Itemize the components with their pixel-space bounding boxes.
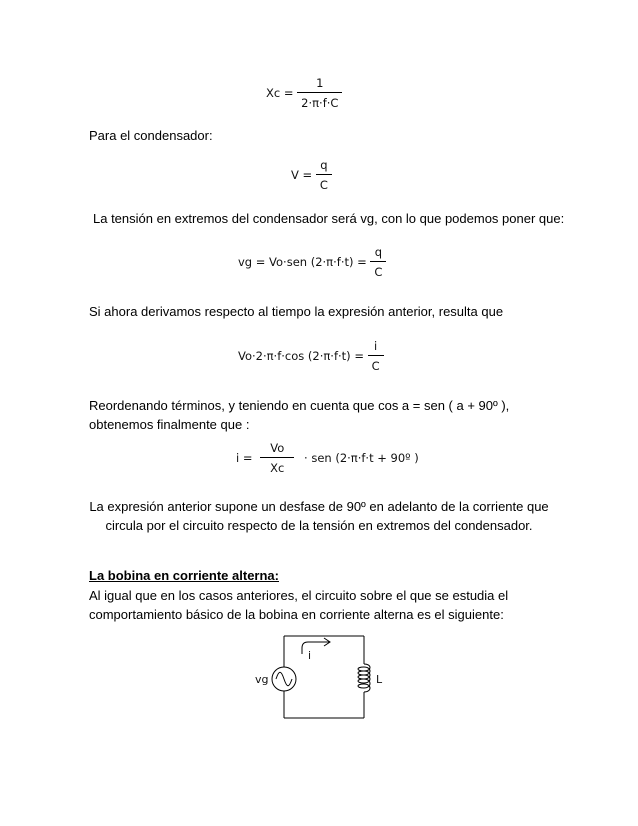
- eq-i-lhs: i =: [236, 451, 253, 465]
- equation-xc: [266, 76, 342, 110]
- equation-vg: [238, 245, 386, 279]
- eq-v-numerator: q: [320, 158, 328, 172]
- current-arrow-icon: [302, 642, 330, 654]
- sine-wave-icon: [276, 672, 292, 686]
- paragraph-reordenando: [89, 396, 509, 434]
- paragraph-al-igual: [89, 586, 508, 624]
- rl-circuit-diagram: [250, 632, 410, 722]
- eq-deriv-fraction: [368, 339, 384, 373]
- paragraph-derivamos: Si ahora derivamos respecto al tiempo la expresión anterior, resulta que: [89, 304, 504, 319]
- eq-xc-numerator: 1: [316, 76, 324, 90]
- eq-vg-fraction: [370, 245, 386, 279]
- paragraph-desfase: [89, 497, 549, 535]
- eq-i-rhs: · sen (2·π·f·t + 90º ): [304, 451, 419, 465]
- eq-deriv-numerator: i: [374, 339, 378, 353]
- equation-v: [291, 158, 332, 192]
- section-heading-bobina: La bobina en corriente alterna:: [89, 568, 279, 583]
- eq-xc-fraction: [297, 76, 342, 110]
- eq-xc-denominator: 2·π·f·C: [297, 92, 342, 110]
- eq-v-denominator: C: [316, 174, 332, 192]
- eq-vg-lhs: vg = Vo·sen (2·π·f·t) =: [238, 255, 367, 269]
- paragraph-para-el-condensador: Para el condensador:: [89, 128, 213, 143]
- eq-i-denominator: Xc: [260, 457, 294, 475]
- eq-i-fraction: [260, 441, 294, 475]
- paragraph-al-igual-line1: Al igual que en los casos anteriores, el circuito sobre el que se estudia el: [89, 588, 509, 603]
- eq-xc-lhs: Xc =: [266, 86, 294, 100]
- eq-i-numerator: Vo: [270, 441, 285, 455]
- paragraph-tension-extremos: La tensión en extremos del condensador será vg, con lo que podemos poner que:: [93, 211, 565, 226]
- current-label: i: [308, 649, 312, 662]
- eq-deriv-denominator: C: [368, 355, 384, 373]
- eq-vg-denominator: C: [370, 261, 386, 279]
- inductor-label: L: [376, 673, 383, 686]
- paragraph-reordenando-line1: Reordenando términos, y teniendo en cuenta que cos a = sen ( a + 90º ),: [89, 398, 510, 413]
- equation-i: [236, 441, 419, 475]
- eq-v-lhs: V =: [291, 168, 313, 182]
- source-label: vg: [255, 673, 269, 686]
- eq-v-fraction: [316, 158, 332, 192]
- paragraph-al-igual-line2: comportamiento básico de la bobina en corriente alterna es el siguiente:: [89, 607, 504, 622]
- inductor-coil-symbol: [358, 664, 370, 692]
- eq-vg-numerator: q: [374, 245, 383, 259]
- paragraph-desfase-line2: circula por el circuito respecto de la tensión en extremos del condensador.: [105, 518, 533, 533]
- equation-derivative: [238, 339, 384, 373]
- paragraph-reordenando-line2: obtenemos finalmente que :: [89, 417, 250, 432]
- paragraph-desfase-line1: La expresión anterior supone un desfase de 90º en adelanto de la corriente que: [89, 499, 549, 514]
- eq-deriv-lhs: Vo·2·π·f·cos (2·π·f·t) =: [238, 349, 364, 363]
